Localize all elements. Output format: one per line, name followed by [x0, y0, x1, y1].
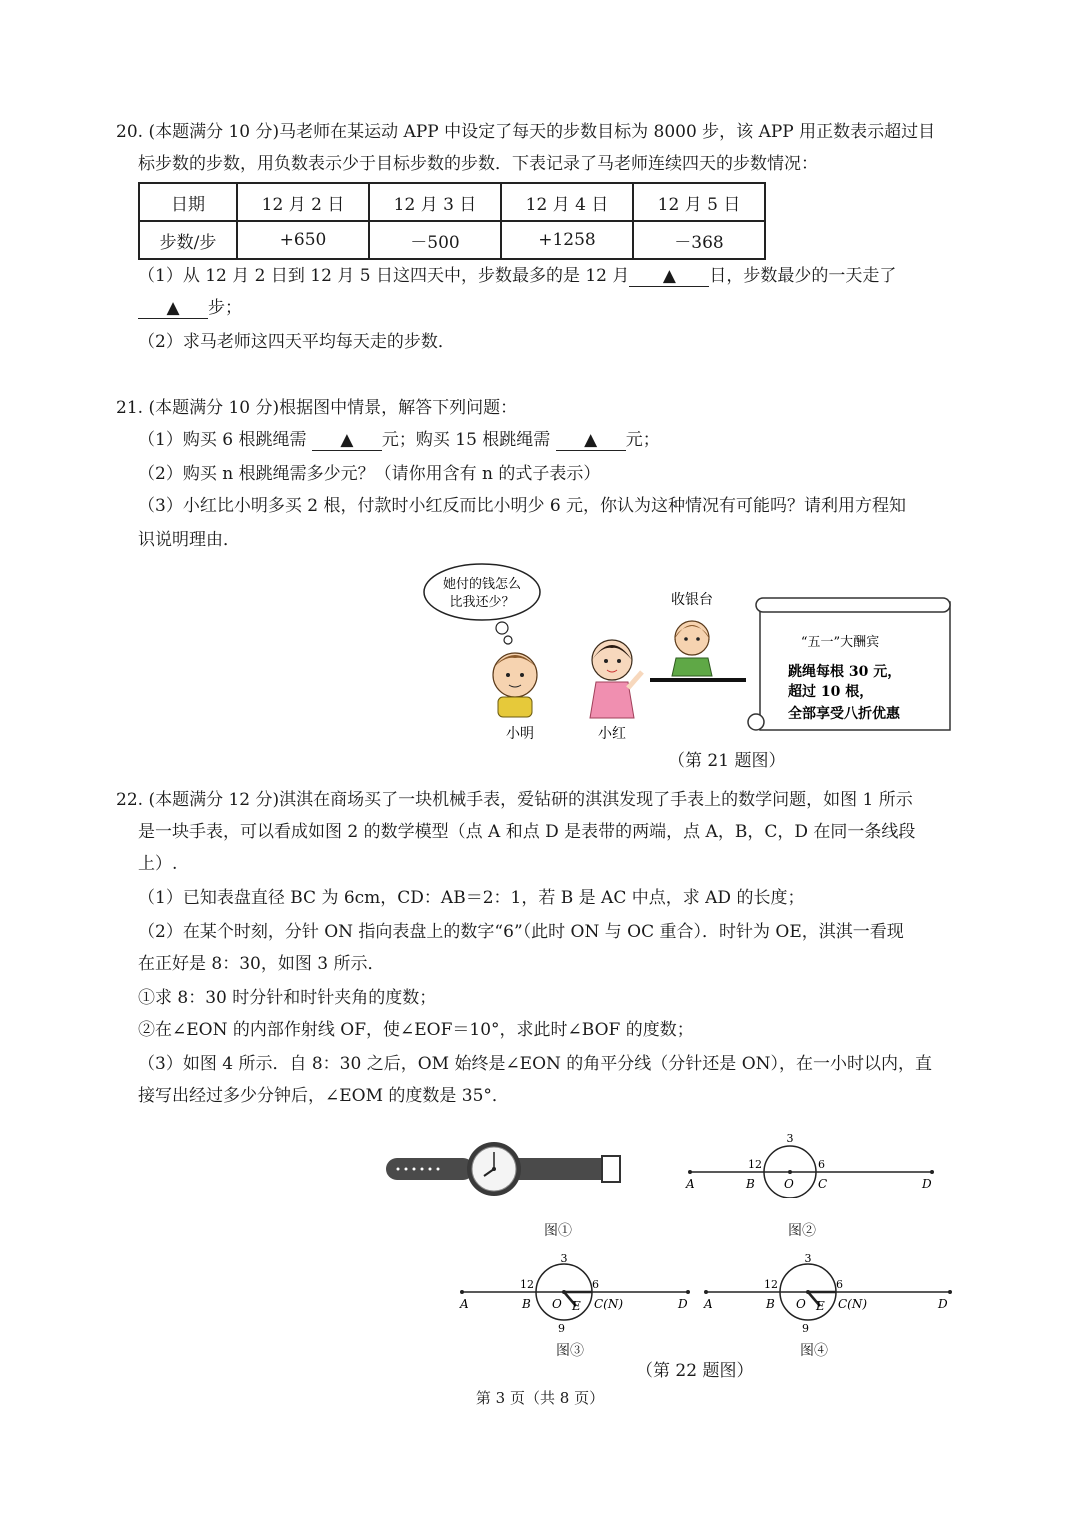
- fig4-point-cn: C(N): [838, 1297, 868, 1311]
- q21-part1-text-c: 元；: [625, 430, 660, 450]
- fig2-diagram: [680, 1128, 950, 1198]
- fig2-point-d: D: [922, 1177, 932, 1191]
- promo-scroll: [748, 598, 950, 730]
- fig3-point-d: D: [678, 1297, 688, 1311]
- boy-figure: [493, 653, 537, 717]
- answer-blank[interactable]: [312, 430, 382, 451]
- q21-illustration: [420, 560, 960, 750]
- fig3-point-b: B: [522, 1297, 531, 1311]
- fig1-caption: 图①: [544, 1223, 572, 1239]
- q22-part3-line2: 接写出经过多少分钟后，∠EOM 的度数是 35°．: [138, 1086, 509, 1106]
- label-xiaohong: 小红: [598, 726, 626, 742]
- table-cell: 步数/步: [139, 221, 237, 259]
- answer-blank[interactable]: [629, 266, 709, 287]
- fig4-point-b: B: [766, 1297, 775, 1311]
- table-header-row: [139, 183, 765, 221]
- fig4-point-d: D: [938, 1297, 948, 1311]
- fig3-num-9: 9: [558, 1322, 565, 1335]
- fig2-num-3: 3: [786, 1132, 794, 1145]
- q22-caption: （第 22 题图）: [636, 1361, 754, 1381]
- q22-part2-ii: ②在∠EON 的内部作射线 OF，使∠EOF＝10°，求此时∠BOF 的度数；: [138, 1020, 694, 1040]
- q20-steps-table: [138, 182, 766, 260]
- q22-part2-line2: 在正好是 8：30，如图 3 所示．: [138, 954, 385, 974]
- answer-blank[interactable]: [556, 430, 626, 451]
- q20-part1: [138, 264, 896, 288]
- fig2-point-a: A: [686, 1177, 695, 1191]
- bubble-text-1: 她付的钱怎么: [442, 577, 522, 592]
- fig3-point-cn: C(N): [594, 1297, 624, 1311]
- q21-part3-line2: 识说明理由．: [138, 530, 240, 550]
- q22-stem-line1: 22. (本题满分 12 分)淇淇在商场买了一块机械手表，爱钻研的淇淇发现了手表上的数学问题，如图 1 所示: [116, 790, 913, 810]
- fig2-caption: 图②: [788, 1223, 816, 1239]
- table-cell: 12 月 5 日: [633, 183, 765, 221]
- scroll-line-1: 跳绳每根 30 元，: [788, 664, 902, 680]
- fig4-num-6: 6: [836, 1278, 843, 1291]
- fig4-point-a: A: [704, 1297, 713, 1311]
- table-cell: +650: [237, 221, 369, 259]
- cashier-figure: [650, 591, 746, 680]
- table-cell: 日期: [139, 183, 237, 221]
- table-cell: 12 月 4 日: [501, 183, 633, 221]
- fig2-point-b: B: [746, 1177, 755, 1191]
- q20-stem-line1: 20. (本题满分 10 分)马老师在某运动 APP 中设定了每天的步数目标为 8000 步，该 APP 用正数表示超过目: [116, 122, 936, 142]
- q21-part1-text-b: 元；购买 15 根跳绳需: [381, 430, 551, 450]
- table-cell: +1258: [501, 221, 633, 259]
- q22-stem-line3: 上）.: [138, 854, 178, 874]
- q21-part2: （2）购买 n 根跳绳需多少元？（请你用含有 n 的式子表示）: [138, 464, 601, 484]
- fig4-point-e: E: [816, 1299, 825, 1313]
- fig4-num-3: 3: [804, 1252, 812, 1265]
- scroll-title: “五一”大酬宾: [800, 635, 880, 650]
- q22-stem-line2: 是一块手表，可以看成如图 2 的数学模型（点 A 和点 D 是表带的两端，点 A，B，C，D 在同一条线段: [138, 822, 916, 842]
- cashier-label: 收银台: [671, 592, 713, 608]
- fig4-num-9: 9: [802, 1322, 809, 1335]
- label-xiaoming: 小明: [506, 726, 534, 742]
- fig4-point-o: O: [796, 1297, 806, 1311]
- bubble-text-2: 比我还少？: [449, 595, 515, 610]
- fig2-point-c: C: [818, 1177, 828, 1191]
- q20-part1-cont: [138, 296, 242, 320]
- fig4-caption: 图④: [800, 1343, 828, 1359]
- fig3-point-e: E: [572, 1299, 581, 1313]
- q20-part1-text-c: 步；: [208, 298, 242, 318]
- triangle-mark: ▲: [662, 266, 676, 286]
- fig3-point-a: A: [460, 1297, 469, 1311]
- page-footer: 第 3 页（共 8 页）: [475, 1389, 605, 1407]
- fig4-num-12: 12: [764, 1278, 778, 1291]
- fig2-num-12: 12: [748, 1158, 762, 1171]
- q22-part1: （1）已知表盘直径 BC 为 6cm，CD：AB＝2：1，若 B 是 AC 中点，求 AD 的长度；: [138, 888, 805, 908]
- table-cell: －500: [369, 221, 501, 259]
- q21-stem: 21. (本题满分 10 分)根据图中情景，解答下列问题：: [116, 398, 518, 418]
- fig4-diagram: [700, 1250, 956, 1342]
- q21-part1-text-a: （1）购买 6 根跳绳需: [138, 430, 307, 450]
- scroll-line-3: 全部享受八折优惠: [788, 706, 900, 722]
- table-cell: －368: [633, 221, 765, 259]
- q22-part3-line1: （3）如图 4 所示．自 8：30 之后，OM 始终是∠EON 的角平分线（分针还是 ON），在一小时以内，直: [138, 1054, 933, 1074]
- q20-part1-text-b: 日，步数最少的一天走了: [709, 266, 897, 286]
- fig2-num-6: 6: [818, 1158, 825, 1171]
- fig3-num-3: 3: [560, 1252, 568, 1265]
- table-row: [139, 221, 765, 259]
- q21-part3-line1: （3）小红比小明多买 2 根，付款时小红反而比小明少 6 元，你认为这种情况有可能吗？请利用方程知: [138, 496, 907, 516]
- table-cell: 12 月 2 日: [237, 183, 369, 221]
- triangle-mark: ▲: [340, 430, 354, 450]
- fig3-num-12: 12: [520, 1278, 534, 1291]
- scroll-line-2: 超过 10 根，: [788, 684, 874, 700]
- table-cell: 12 月 3 日: [369, 183, 501, 221]
- triangle-mark: ▲: [166, 298, 180, 318]
- q22-part2-line1: （2）在某个时刻，分针 ON 指向表盘上的数字“6”（此时 ON 与 OC 重合）．时针为 OE，淇淇一看现: [138, 922, 904, 942]
- girl-figure: [590, 640, 642, 718]
- q21-caption: （第 21 题图）: [668, 751, 786, 771]
- q20-part1-text-a: （1）从 12 月 2 日到 12 月 5 日这四天中，步数最多的是 12 月: [138, 266, 630, 286]
- fig3-caption: 图③: [556, 1343, 584, 1359]
- fig1-watch: [384, 1138, 630, 1202]
- fig3-num-6: 6: [592, 1278, 599, 1291]
- fig3-point-o: O: [552, 1297, 562, 1311]
- triangle-mark: ▲: [584, 430, 598, 450]
- answer-blank[interactable]: [138, 298, 208, 319]
- q22-part2-i: ①求 8：30 时分针和时针夹角的度数；: [138, 988, 437, 1008]
- q20-stem-line2: 标步数的步数，用负数表示少于目标步数的步数．下表记录了马老师连续四天的步数情况：: [138, 154, 818, 174]
- thought-bubble: [424, 564, 540, 644]
- fig3-diagram: [456, 1250, 696, 1342]
- fig2-point-o: O: [784, 1177, 794, 1191]
- q21-part1: [138, 428, 660, 452]
- q20-part2: （2）求马老师这四天平均每天走的步数．: [138, 332, 455, 352]
